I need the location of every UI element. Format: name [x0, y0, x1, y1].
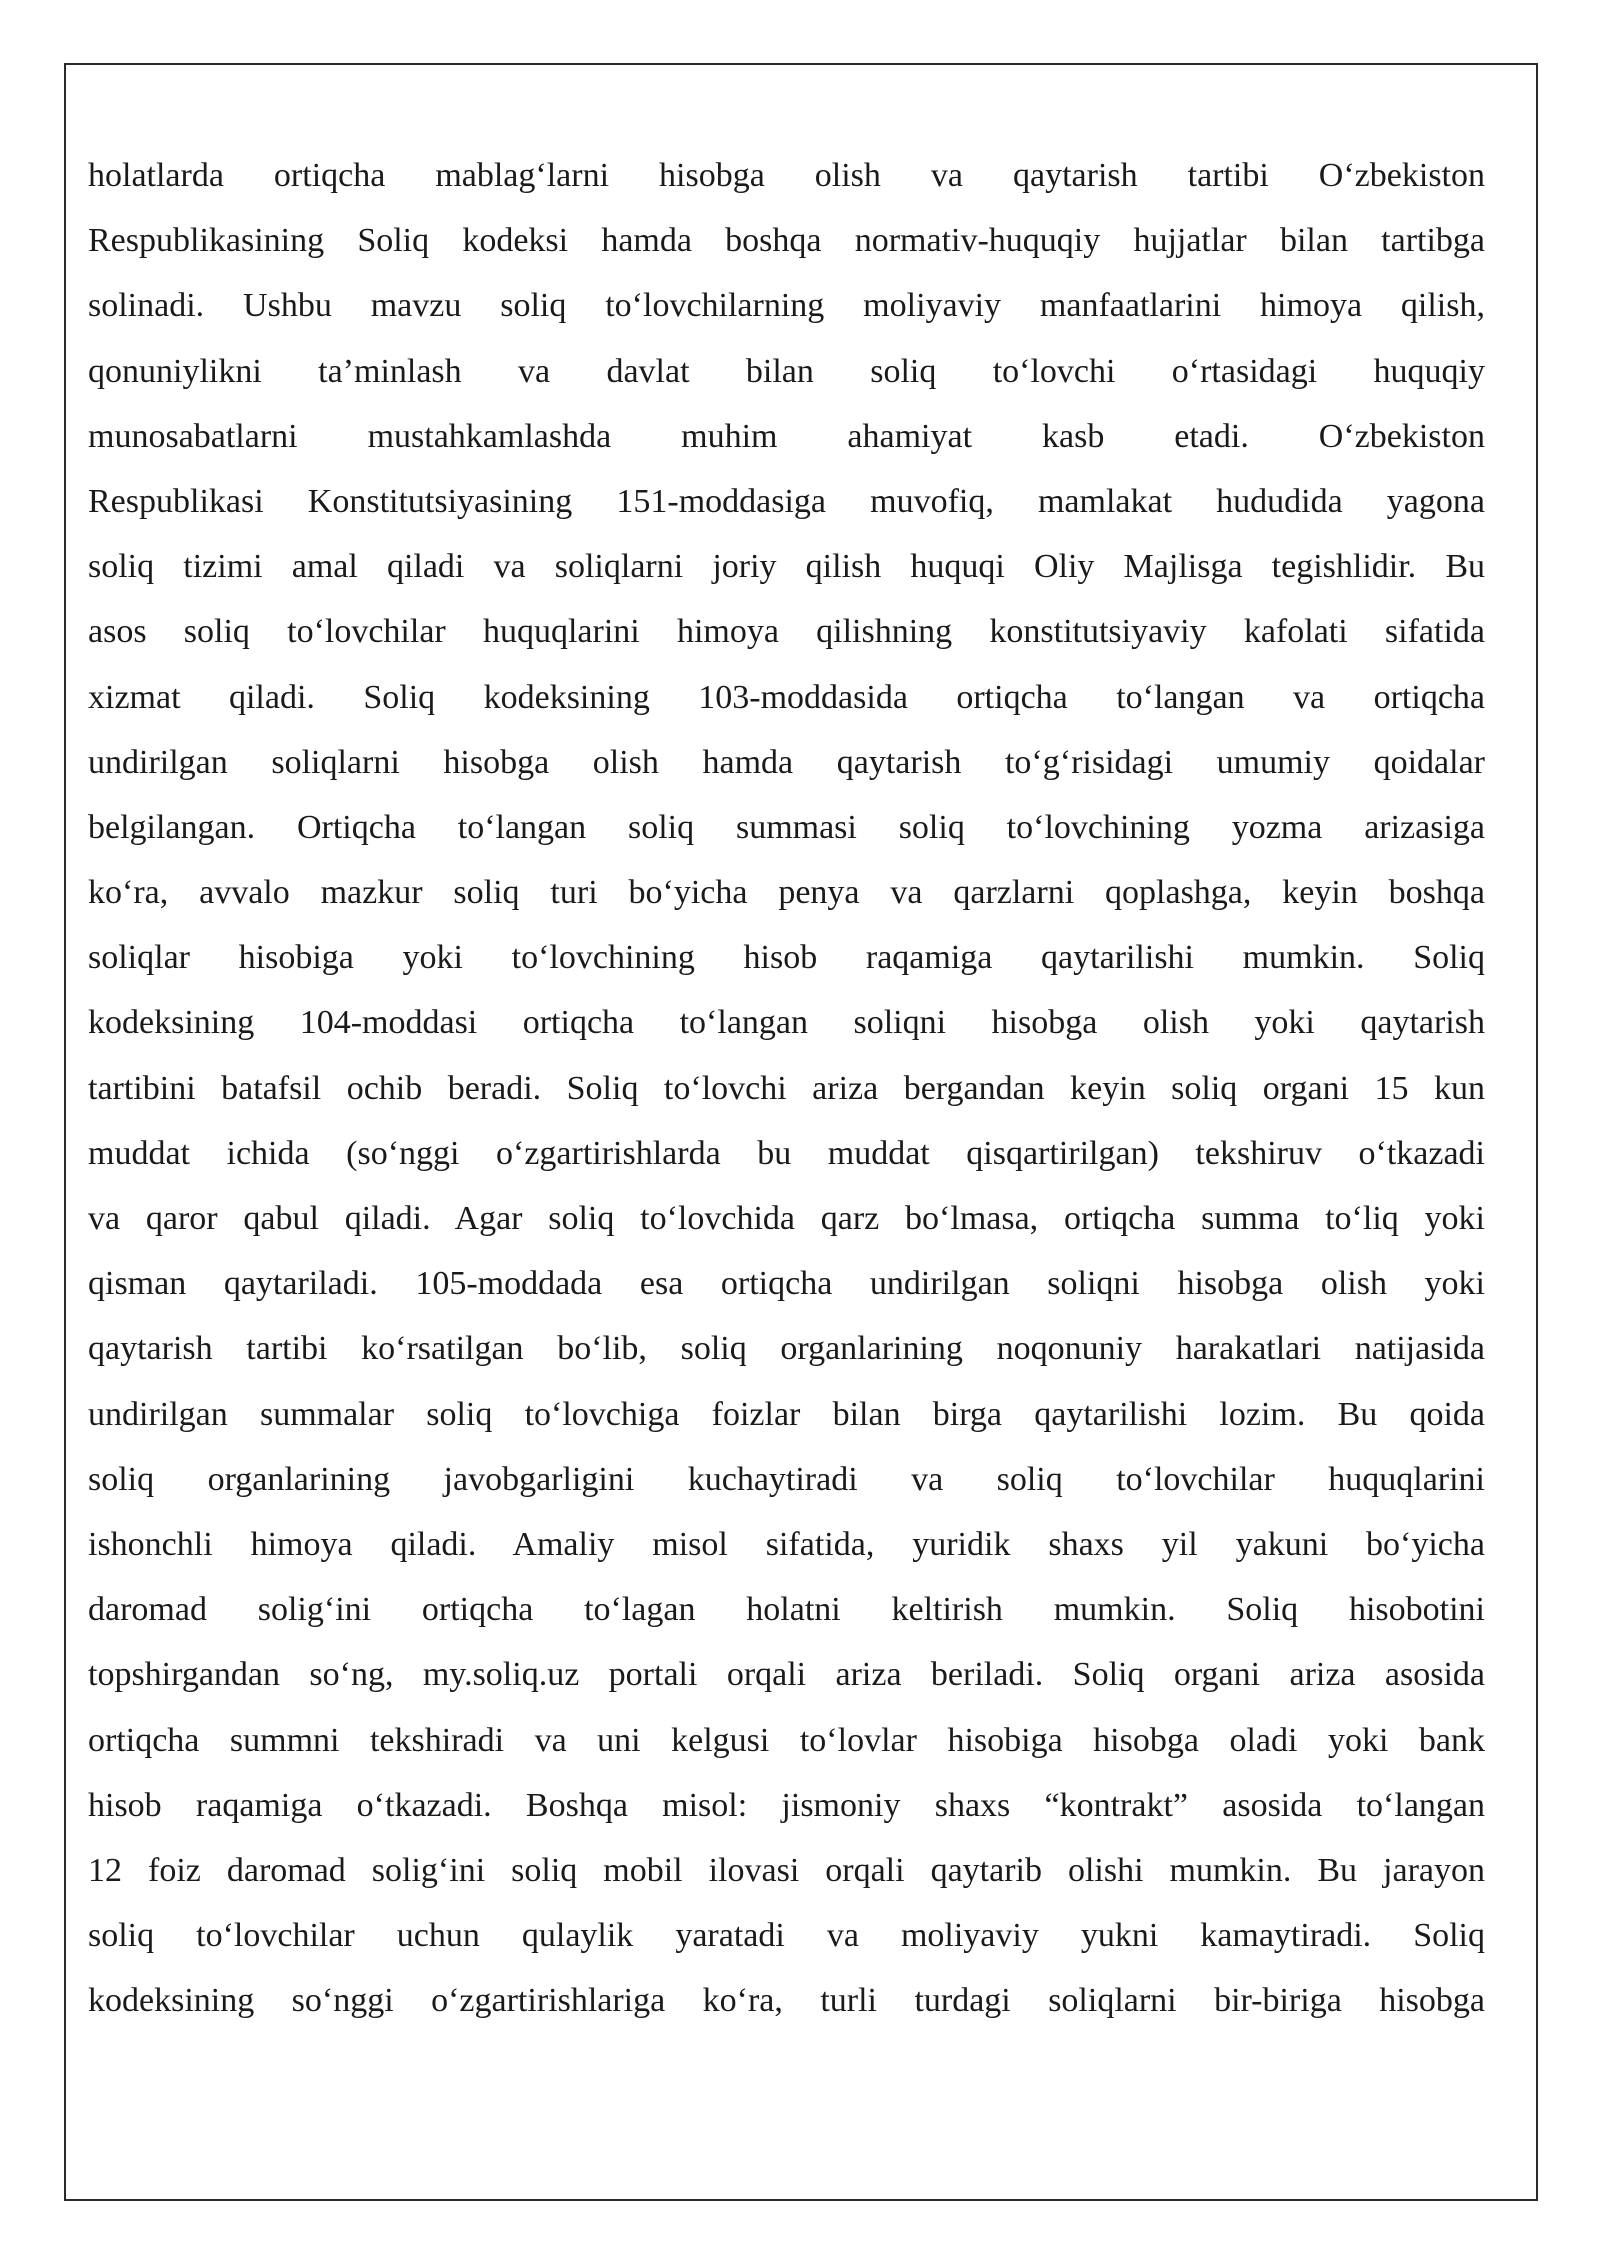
text-line: daromad solig‘ini ortiqcha to‘lagan holatni keltirish mumkin. Soliq hisobotini — [88, 1591, 1485, 1629]
text-line: asos soliq to‘lovchilar huquqlarini himoya qilishning konstitutsiyaviy kafolati sifatida — [88, 613, 1485, 651]
text-line: undirilgan summalar soliq to‘lovchiga foizlar bilan birga qaytarilishi lozim. Bu qoida — [88, 1395, 1485, 1433]
text-line: ortiqcha summni tekshiradi va uni kelgusi to‘lovlar hisobiga hisobga oladi yoki bank — [88, 1721, 1485, 1759]
text-line: kodeksining 104-moddasi ortiqcha to‘langan soliqni hisobga olish yoki qaytarish — [88, 1004, 1485, 1042]
text-line: Respublikasining Soliq kodeksi hamda boshqa normativ-huquqiy hujjatlar bilan tartibga — [88, 222, 1485, 260]
text-line: belgilangan. Ortiqcha to‘langan soliq summasi soliq to‘lovchining yozma arizasiga — [88, 808, 1485, 846]
text-line: ko‘ra, avvalo mazkur soliq turi bo‘yicha penya va qarzlarni qoplashga, keyin boshqa — [88, 874, 1485, 912]
text-line: hisob raqamiga o‘tkazadi. Boshqa misol: jismoniy shaxs “kontrakt” asosida to‘langan — [88, 1786, 1485, 1824]
text-line: solinadi. Ushbu mavzu soliq to‘lovchilarning moliyaviy manfaatlarini himoya qilish, — [88, 287, 1485, 325]
text-line: soliq to‘lovchilar uchun qulaylik yaratadi va moliyaviy yukni kamaytiradi. Soliq — [88, 1917, 1485, 1955]
text-line: soliq organlarining javobgarligini kuchaytiradi va soliq to‘lovchilar huquqlarini — [88, 1460, 1485, 1498]
text-line: qonuniylikni ta’minlash va davlat bilan soliq to‘lovchi o‘rtasidagi huquqiy — [88, 352, 1485, 390]
text-line: topshirgandan so‘ng, my.soliq.uz portali orqali ariza beriladi. Soliq organi ariza asosida — [88, 1656, 1485, 1694]
text-line: undirilgan soliqlarni hisobga olish hamda qaytarish to‘g‘risidagi umumiy qoidalar — [88, 743, 1485, 781]
text-line: muddat ichida (so‘nggi o‘zgartirishlarda bu muddat qisqartirilgan) tekshiruv o‘tkazadi — [88, 1134, 1485, 1172]
text-line: soliq tizimi amal qiladi va soliqlarni joriy qilish huquqi Oliy Majlisga tegishlidir. Bu — [88, 548, 1485, 586]
text-line: Respublikasi Konstitutsiyasining 151-moddasiga muvofiq, mamlakat hududida yagona — [88, 482, 1485, 520]
document-body-text — [88, 143, 1485, 2033]
text-line: 12 foiz daromad solig‘ini soliq mobil ilovasi orqali qaytarib olishi mumkin. Bu jarayon — [88, 1851, 1485, 1889]
text-line: soliqlar hisobiga yoki to‘lovchining hisob raqamiga qaytarilishi mumkin. Soliq — [88, 939, 1485, 977]
text-line: kodeksining so‘nggi o‘zgartirishlariga ko‘ra, turli turdagi soliqlarni bir-biriga hisobga — [88, 1982, 1485, 2020]
text-line: munosabatlarni mustahkamlashda muhim ahamiyat kasb etadi. O‘zbekiston — [88, 417, 1485, 455]
text-line: qaytarish tartibi ko‘rsatilgan bo‘lib, soliq organlarining noqonuniy harakatlari natijasida — [88, 1330, 1485, 1368]
text-line: xizmat qiladi. Soliq kodeksining 103-moddasida ortiqcha to‘langan va ortiqcha — [88, 678, 1485, 716]
text-line: tartibini batafsil ochib beradi. Soliq to‘lovchi ariza bergandan keyin soliq organi 15 kun — [88, 1069, 1485, 1107]
text-line: qisman qaytariladi. 105-moddada esa ortiqcha undirilgan soliqni hisobga olish yoki — [88, 1265, 1485, 1303]
text-line: va qaror qabul qiladi. Agar soliq to‘lovchida qarz bo‘lmasa, ortiqcha summa to‘liq yoki — [88, 1200, 1485, 1237]
text-line: ishonchli himoya qiladi. Amaliy misol sifatida, yuridik shaxs yil yakuni bo‘yicha — [88, 1525, 1485, 1563]
text-line: holatlarda ortiqcha mablag‘larni hisobga olish va qaytarish tartibi O‘zbekiston — [88, 157, 1485, 194]
